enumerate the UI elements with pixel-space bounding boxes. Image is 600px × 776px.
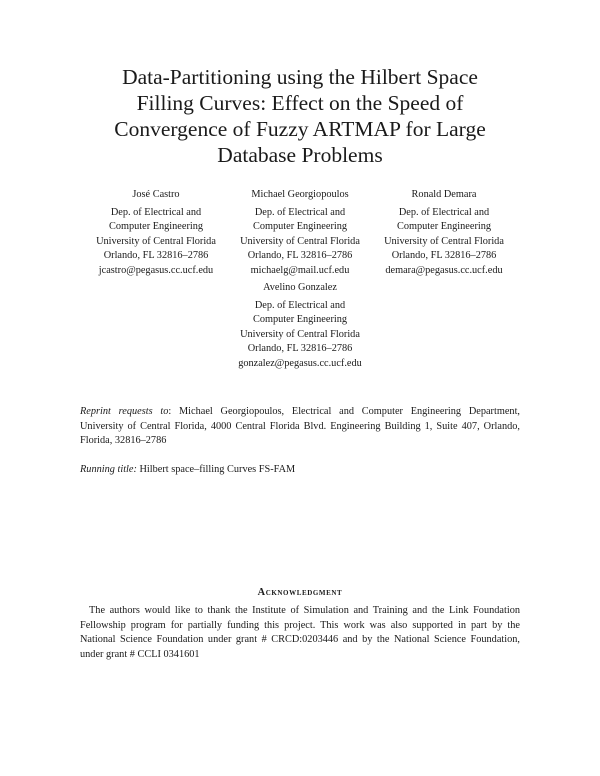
title-line: Filling Curves: Effect on the Speed of bbox=[136, 91, 464, 115]
author-affiliation-line: Orlando, FL 32816–2786 bbox=[247, 250, 353, 262]
author-affiliation-line: Dep. of Electrical and bbox=[254, 206, 346, 218]
title-line: Data-Partitioning using the Hilbert Space bbox=[122, 65, 478, 89]
author-block-castro bbox=[82, 188, 230, 279]
reprint-line bbox=[80, 405, 520, 420]
reprint-label: Reprint requests to bbox=[80, 406, 169, 417]
author-affiliation-line: University of Central Florida bbox=[96, 235, 216, 247]
acknowledgment-line: Fellowship program for partially funding this project. This work was also supported in part by the bbox=[80, 619, 520, 631]
title-line: Database Problems bbox=[217, 143, 383, 167]
running-title-text: Hilbert space–filling Curves FS-FAM bbox=[136, 464, 296, 475]
author-affiliation-line: Computer Engineering bbox=[396, 221, 492, 233]
author-email: michaelg@mail.ucf.edu bbox=[250, 264, 350, 276]
author-affiliation-line: Dep. of Electrical and bbox=[398, 206, 490, 218]
author-affiliation-line: Dep. of Electrical and bbox=[110, 206, 202, 218]
author-block-gonzalez bbox=[226, 281, 374, 372]
author-email: demara@pegasus.cc.ucf.edu bbox=[385, 264, 503, 276]
author-block-demara bbox=[370, 188, 518, 279]
author-email: jcastro@pegasus.cc.ucf.edu bbox=[98, 264, 214, 276]
acknowledgment-line: under grant # CCLI 0341601 bbox=[80, 648, 200, 660]
running-title-line bbox=[80, 463, 520, 478]
acknowledgment-body bbox=[80, 604, 520, 662]
running-title-label: Running title: bbox=[80, 464, 137, 475]
author-email: gonzalez@pegasus.cc.ucf.edu bbox=[238, 357, 362, 369]
author-affiliation-line: Computer Engineering bbox=[108, 221, 204, 233]
author-block-georgiopoulos bbox=[226, 188, 374, 279]
author-name: José Castro bbox=[132, 189, 180, 200]
author-affiliation-line: Orlando, FL 32816–2786 bbox=[247, 343, 353, 355]
paper-title bbox=[60, 64, 540, 168]
author-affiliation-line: Dep. of Electrical and bbox=[254, 299, 346, 311]
reprint-line: Florida, 32816–2786 bbox=[80, 435, 167, 447]
title-line: Convergence of Fuzzy ARTMAP for Large bbox=[114, 117, 486, 141]
reprint-requests bbox=[80, 405, 520, 449]
running-title bbox=[80, 463, 520, 478]
acknowledgment-line: The authors would like to thank the Institute of Simulation and Training and the Link Foundation bbox=[89, 605, 520, 616]
author-affiliation-line: Orlando, FL 32816–2786 bbox=[103, 250, 209, 262]
author-affiliation-line: Orlando, FL 32816–2786 bbox=[391, 250, 497, 262]
acknowledgment-line: National Science Foundation under grant # CRCD:0203446 and by the National Science Foundation, bbox=[80, 634, 520, 646]
author-affiliation-line: Computer Engineering bbox=[252, 221, 348, 233]
author-affiliation-line: University of Central Florida bbox=[240, 235, 360, 247]
acknowledgment-heading: Acknowledgment bbox=[257, 587, 343, 598]
reprint-line: University of Central Florida, 4000 Central Florida Blvd. Engineering Building 1, Suite 407, Orlando, bbox=[80, 420, 520, 432]
author-name: Ronald Demara bbox=[411, 189, 477, 200]
author-affiliation-line: University of Central Florida bbox=[240, 328, 360, 340]
author-name: Michael Georgiopoulos bbox=[251, 189, 349, 200]
author-affiliation-line: Computer Engineering bbox=[252, 314, 348, 326]
author-affiliation-line: University of Central Florida bbox=[384, 235, 504, 247]
author-name: Avelino Gonzalez bbox=[263, 282, 337, 293]
reprint-text: : Michael Georgiopoulos, Electrical and Computer Engineering Department, bbox=[168, 406, 521, 417]
